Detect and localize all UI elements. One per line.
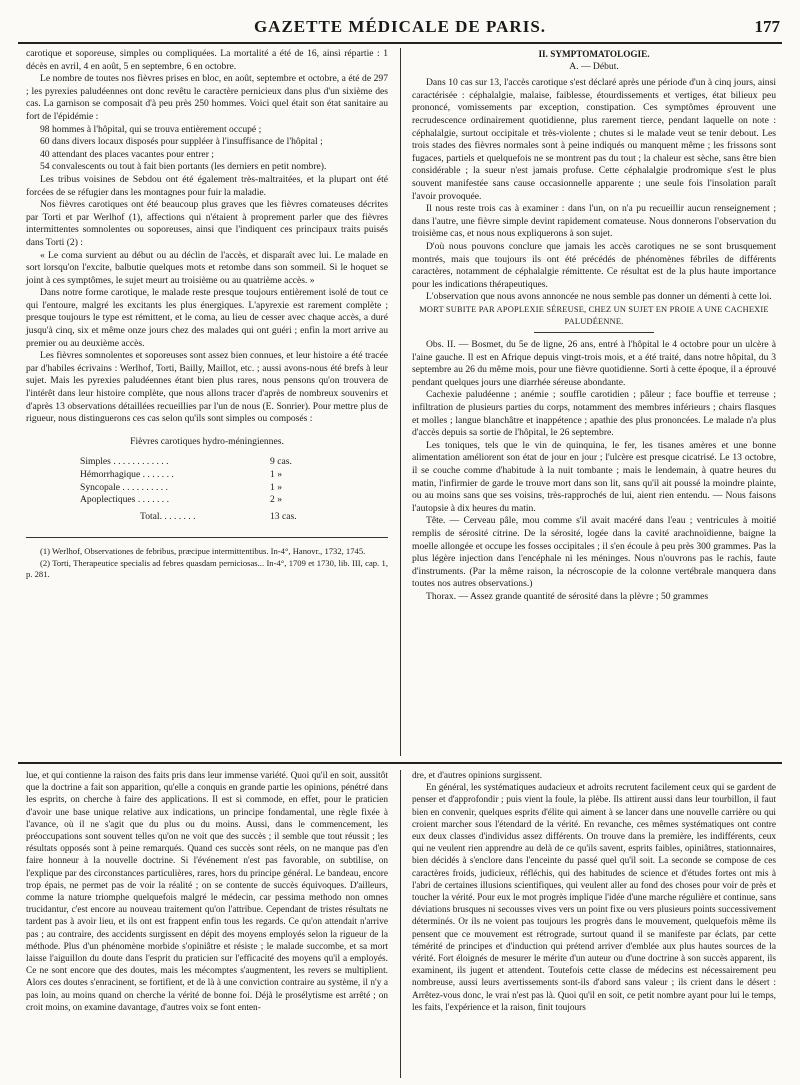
paragraph: Les tribus voisines de Sebdou ont été également très-maltraitées, et la plupart ont été forcées de se réfugier dans les montagnes pour fuir la maladie. [26,173,388,198]
case-title: MORT SUBITE PAR APOPLEXIE SÉREUSE, CHEZ UN SUJET EN PROIE A UNE CACHEXIE PALUDÉENNE. [419,304,769,327]
paragraph: 54 convalescents ou tout à fait bien portants (les derniers en petit nombre). [40,161,327,173]
table-row [80,482,340,495]
footnote: (2) Torti, Therapeutice specialis ad febres quasdam perniciosas... In-4°, 1709 et 1730, lib. III, cap. 1, p. 281. [26,557,388,580]
paragraph: Nos fièvres carotiques ont été beaucoup plus graves que les fièvres comateuses décrites par Torti et par Werlhof (1), affections qui n'étaient à proprement parler que des fièvres intermittentes somnolentes ou soporeuses, ainsi que l'indiquent ces principaux traits puisés dans Torti (2) : [26,199,388,248]
paragraph: Il nous reste trois cas à examiner : dans l'un, on n'a pu recueillir aucun renseignement ; dans l'autre, une fièvre simple devint rapidement comateuse. Nous donnerons l'observation du troisième cas, et nous nous expliquerons à son sujet. [412,203,776,240]
paragraph: lue, et qui contienne la raison des faits pris dans leur immense variété. Quoi qu'il en soit, aussitôt que la doctrine a fait son apparition, qu'elle a conquis en grande partie les opinions, pénétré dans les esprits, on cherche à faire des applications. Il est si commode, en effet, pour le praticien d'avoir une base unique relative aux indications, un principe fondamental, une règle fixée à l'avance, où il ne s'agit que du plus ou du moins. Aussi, dans le commencement, les préoccupations sont souvent telles qu'on ne voit que des succès ; il semble que tout réussit ; les résultats opposés sont à peine remarqués. Quand ces succès sont réels, on ne manque pas d'en faire honneur à la nouvelle doctrine. Si l'événement n'est pas favorable, on subtilise, on l'explique par des circonstances particulières, rares, hors du principe général. Le bandeau, encore trop épais, ne permet pas de voir la réalité ; on se contente de succès équivoques. D'ailleurs, comme la nature triomphe quelquefois malgré le médecin, car pessima methodo non omnes trucidantur, c'est encore au nouveau traitement qu'on l'attribue. Cependant de tristes résultats ne tardent pas à avoir lieu, et ils ont est frappent enfin tous les regards. Ce qu'on attendait n'arrive pas ; au contraire, des accidents surgissent en dépit des moyens employés selon la rigueur de la méthode. Plus d'un phénomène morbide s'opiniâtre et résiste ; le malade succombe, et sa mort laisse l'aiguillon du doute dans l'esprit du praticien sur l'efficacité des moyens qu'il a employés. Ce ne sont encore que des doutes, mais les mécomptes s'augmentent, les revers se multiplient. Alors ces doutes s'enracinent, se fortifient, et de là à une conviction contraire au système, il n'y a pas loin, au moins quand on cherche la vérité de bonne foi. Déjà le prosélytisme est arrêté ; on croit moins, on examine davantage, d'autres voix se font enten- [26,771,388,1013]
running-title: GAZETTE MÉDICALE DE PARIS. [253,17,547,36]
paragraph: Les fièvres somnolentes et soporeuses sont assez bien connues, et leur histoire a été tracée par d'habiles écrivains : Werlhof, Torti, Bailly, Maillot, etc. ; aussi avons-nous été brefs à leur sujet. Mais les pyrexies paludéennes étant bien plus rares, nous pensons qu'on trouvera de l'intérêt dans leur histoire complète, que nous allons tracer d'après de nombreux souvenirs et d'après 13 observations détaillées recueillies par l'un de nous (E. Sonrier). Pour mettre plus de rigueur, nous distinguerons ces cas selon qu'ils sont simples ou composés : [26,350,388,425]
case-paragraph: Tête. — Cerveau pâle, mou comme s'il avait macéré dans l'eau ; ventricules à moitié remplis de sérosité citrine. De la sérosité, logée dans la cavité arachnoïdienne, baigne la moelle allongée et occupe les fosses occipitales ; il s'en écoule à peu près 300 grammes. Pas la plus légère injection dans l'encéphale ni les méninges. Nous n'ouvrons pas le rachis, faute d'instruments. (Par la même raison, la nécroscopie de la colonne vertébrale manquera dans toutes nos autres observations.) [412,515,776,590]
row-value: 1 » [270,481,282,493]
footnote-rule [26,537,388,538]
table-caption: Fièvres carotiques hydro-méningiennes. [130,435,284,447]
total-label: Total. . . . . . . . [140,510,196,522]
table-row [80,456,340,469]
paragraph: carotique et soporeuse, simples ou compliquées. La mortalité a été de 16, ainsi répartie : 1 décès en avril, 4 en août, 5 en septembre, 6 en octobre. [26,48,388,72]
table-row [80,494,340,507]
row-value: 1 » [270,469,282,480]
table-row [80,469,340,482]
case-paragraph: Cachexie paludéenne ; anémie ; souffle carotidien ; pâleur ; face bouffie et terreuse ; infiltration de plusieurs parties du corps, notamment des membres inférieurs ; chairs flasques et molles ; langue blanchâtre et inappétence ; apathie des plus prononcées. Le malade n'a plus d'accès depuis sa sortie de l'hôpital, le 26 septembre. [412,389,776,439]
column-divider [400,770,401,1078]
header-rule [18,42,782,44]
total-value: 13 cas. [270,510,297,522]
bottom-left-column [26,770,388,1014]
page-header [18,14,782,40]
row-label: Hémorrhagique . . . . . . . [80,469,174,480]
case-title-rule [534,332,654,333]
row-value: 9 cas. [270,456,292,468]
paragraph: Dans notre forme carotique, le malade reste presque toujours entièrement isolé de tout ce qui l'entoure, malgré les excitants les plus énergiques. L'apyrexie est rarement complète ; presque toujours le type est rémittent, et le coma, au lieu de cesser avec chaque accès, a duré jusqu'à cinq, six et même onze jours chez des malades qui ont guéri ; enfin la mort arrive au premier ou au deuxième accès. [26,287,388,349]
row-label: Apoplectiques . . . . . . . [80,494,169,506]
page-number: 177 [754,17,780,36]
row-label: Simples . . . . . . . . . . . . [80,456,169,468]
bottom-right-column [412,770,776,1014]
paragraph: 60 dans divers locaux disposés pour suppléer à l'insuffisance de l'hôpital ; [40,136,323,148]
section-rule [18,762,782,764]
paragraph: D'où nous pouvons conclure que jamais les accès carotiques ne se sont brusquement montrés, mais que toujours ils ont été précédés de phénomènes fébriles de différents caractères, notamment de céphalalgie rémittente. Ce résultat est de la plus haute importance pour les indications thérapeutiques. [412,240,776,290]
paragraph: L'observation que nous avons annoncée ne nous semble pas donner un démenti à cette loi. [426,291,772,303]
paragraph: 40 attendant des places vacantes pour entrer ; [40,148,214,160]
quotation: « Le coma survient au début ou au déclin de l'accès, et disparaît avec lui. Le malade en sort lorsqu'on l'excite, balbutie quelques mots et retombe dans son sommeil. Si le hoquet se joint à ces symptômes, le sujet meurt au troisième ou au quatrième accès. » [26,249,388,286]
footnote: (1) Werlhof, Observationes de febribus, præcipue intermittentibus. In-4°, Hanovr., 1732, 1745. [40,546,366,557]
case-paragraph: Obs. II. — Bosmet, du 5e de ligne, 26 ans, entré à l'hôpital le 4 octobre pour un ulcère à l'aine gauche. Il est en Afrique depuis vingt-trois mois, et a été traité, dans notre hôpital, du 3 septembre au 26 du même mois, pour une fièvre quotidienne. Sorti à cette époque, il a éprouvé pendant quelques jours une diarrhée séreuse abondante. [412,339,776,388]
paragraph: dre, et d'autres opinions surgissent. [412,771,543,781]
case-paragraph: Thorax. — Assez grande quantité de sérosité dans la plèvre ; 50 grammes [426,590,709,602]
case-paragraph: Les toniques, tels que le vin de quinquina, le fer, les tisanes amères et une bonne alimentation améliorent son état de jour en jour ; l'ulcère est presque cicatrisé. Le 13 octobre, il se couche comme d'habitude à la nuit tombante ; mais le lendemain, à quatre heures du matin, l'infirmier de garde le trouve mort dans son lit, sans qu'il ait poussé la moindre plainte, ou au moins sans que ses voisins, très-rapprochés de lui, aient rien entendu. — Nous faisons l'autopsie à dix heures du matin. [412,439,776,514]
paragraph: Dans 10 cas sur 13, l'accès carotique s'est déclaré après une période d'un à cinq jours, ainsi caractérisée : céphalalgie, malaise, faiblesse, étourdissements et vertiges, état bilieux peu prononcé, vomissements par exception, constipation. Ces symptômes éprouvent une recrudescence ordinairement quotidienne, plus rarement tierce, pendant laquelle on note : céphalalgie, surtout occipitale et très-violente ; chutes si le malade veut se tenir debout. Les trois stades des fièvres normales sont à peine indiqués ou manquent même ; les frissons sont fugaces, partiels et quelquefois ne se montrent pas du tout ; la chaleur est sèche, sans être bien considérable ; la sueur n'est jamais profuse. Cette céphalalgie prodromique s'est le plus souvent manifestée sans cause occasionnelle apparente ; une seule fois l'insolation paraît l'avoir provoquée. [412,77,776,202]
section-heading: II. SYMPTOMATOLOGIE. [538,49,650,59]
row-value: 2 » [270,494,282,506]
paragraph: En général, les systématiques audacieux et adroits recrutent facilement ceux qui se gardent de penser et d'approfondir ; puis vient la foule, la plèbe. Ils attirent aussi dans leur tourbillon, il faut bien en convenir, quelques esprits d'élite qui aiment à se lancer dans une nouvelle carrière ou qui croient marcher sous l'étendard de la vérité. En revanche, ces mêmes systématiques ont contre eux deux classes d'individus assez différents. On trouve dans la première, les indifférents, ceux qui ne veulent rien apprendre au delà de ce qu'ils savent, esprits faibles, opiniâtres, stationnaires, bien décidés à s'enclore dans l'enceinte du passé quel qu'il soit. La seconde se compose de ces caractères froids, judicieux, réfléchis, qui des habitudes de science et d'études fortes ont mis à l'abri de certaines illusions scientifiques, qui veulent aller au fond des choses pour voir de près et toucher la vérité. Pour eux le mot progrès implique l'idée d'une marche régulière et continue, sans déviations brusques ni secousses vives vers un point fixe ou vers plusieurs points successivement déterminés. Or ils ne voient pas toujours les progrès dans le mouvement, quelquefois même ils pensent que ce mouvement est rétrograde, surtout quand il se manifeste par éclats, par cette témérité de principes et d'induction qui prétend arriver d'emblée aux plus hautes sources de la vérité. Fort éloignés de mesurer le mérite d'un auteur ou d'une doctrine à son succès apparent, ils examinent, ils jugent et attendent. Toutefois cette classe de médecins est nécessairement peu nombreuse, aussi leurs avertissements sont-ils d'abord sans valeur ; ils crient dans le désert : Arrêtez-vous donc, le vrai n'est pas là. Quoi qu'il en soit, ce petit nombre ayant pour lui le temps, les faits, l'expérience et la raison, finit toujours [412,783,776,1013]
subsection-heading: A. — Début. [569,60,619,72]
paragraph: 98 hommes à l'hôpital, qui se trouva entièrement occupé ; [40,123,262,135]
column-divider [400,48,401,756]
right-column [412,48,776,604]
classification-table [80,456,340,523]
table-total-row [80,511,340,524]
paragraph: Le nombre de toutes nos fièvres prises en bloc, en août, septembre et octobre, a été de 297 ; les pyrexies paludéennes ont donc revêtu le caractère pernicieux dans plus d'un sixième des cas. La garnison se composait d'à peu près 250 hommes. Voici quel était son état sanitaire au fort de l'épidémie : [26,73,388,122]
left-column [26,48,388,581]
row-label: Syncopale . . . . . . . . . . [80,481,168,493]
